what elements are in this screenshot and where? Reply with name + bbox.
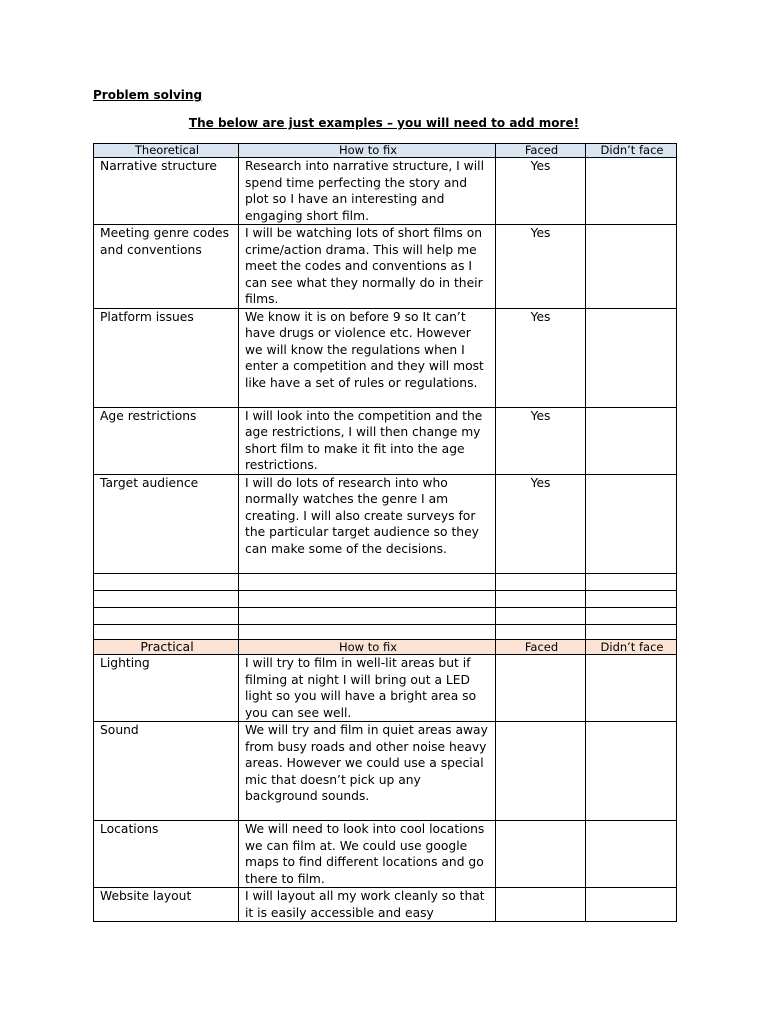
- issue-cell: Lighting: [94, 655, 239, 722]
- didnt-face-cell: [586, 308, 677, 407]
- didnt-face-cell: [586, 407, 677, 474]
- faced-cell: [496, 655, 586, 722]
- faced-cell: Yes: [496, 158, 586, 225]
- issue-cell: Sound: [94, 722, 239, 821]
- fix-cell: We know it is on before 9 so It can’t have drugs or violence etc. However we will know the regulations when I enter a competition and they will most like have a set of rules or regulations.: [239, 308, 496, 407]
- fix-cell: We will need to look into cool locations we can film at. We could use google maps to find different locations and go there to film.: [239, 821, 496, 888]
- didnt-face-cell: [586, 888, 677, 922]
- didnt-face-cell: [586, 821, 677, 888]
- didnt-face-cell: [586, 158, 677, 225]
- fix-cell: I will layout all my work cleanly so that it is easily accessible and easy: [239, 888, 496, 922]
- empty-cell: [586, 607, 677, 624]
- fix-cell: We will try and film in quiet areas away from busy roads and other noise heavy areas. However we could use a special mic that doesn’t pick up any background sounds.: [239, 722, 496, 821]
- empty-cell: [496, 607, 586, 624]
- theoretical-header-row: [94, 144, 677, 158]
- table-row: [94, 821, 677, 888]
- practical-header-row: [94, 640, 677, 655]
- col-header-didnt-face: Didn’t face: [586, 640, 677, 655]
- col-header-how-to-fix: How to fix: [239, 640, 496, 655]
- issue-cell: Locations: [94, 821, 239, 888]
- fix-cell: I will be watching lots of short films on crime/action drama. This will help me meet the codes and conventions as I can see what they normally do in their films.: [239, 225, 496, 309]
- blank-row: [94, 573, 677, 590]
- blank-row: [94, 590, 677, 607]
- didnt-face-cell: [586, 474, 677, 573]
- page-title: Problem solving: [93, 88, 203, 102]
- issue-cell: Website layout: [94, 888, 239, 922]
- practical-table: [93, 639, 677, 922]
- theoretical-table: [93, 143, 677, 642]
- empty-cell: [586, 590, 677, 607]
- faced-cell: [496, 888, 586, 922]
- faced-cell: Yes: [496, 308, 586, 407]
- table-row: [94, 722, 677, 821]
- didnt-face-cell: [586, 225, 677, 309]
- table-row: [94, 407, 677, 474]
- fix-cell: Research into narrative structure, I will spend time perfecting the story and plot so I have an interesting and engaging short film.: [239, 158, 496, 225]
- table-row: [94, 308, 677, 407]
- didnt-face-cell: [586, 655, 677, 722]
- blank-row: [94, 607, 677, 624]
- table-row: [94, 158, 677, 225]
- empty-cell: [239, 590, 496, 607]
- faced-cell: Yes: [496, 474, 586, 573]
- issue-cell: Age restrictions: [94, 407, 239, 474]
- col-header-how-to-fix: How to fix: [239, 144, 496, 158]
- fix-cell: I will do lots of research into who normally watches the genre I am creating. I will also create surveys for the particular target audience so they can make some of the decisions.: [239, 474, 496, 573]
- fix-cell: I will try to film in well-lit areas but if filming at night I will bring out a LED light so you will have a bright area so you can see well.: [239, 655, 496, 722]
- didnt-face-cell: [586, 722, 677, 821]
- empty-cell: [586, 573, 677, 590]
- page-subtitle: The below are just examples – you will need to add more!: [188, 116, 580, 130]
- empty-cell: [239, 607, 496, 624]
- col-header-didnt-face: Didn’t face: [586, 144, 677, 158]
- table-row: [94, 655, 677, 722]
- col-header-theoretical: Theoretical: [94, 144, 239, 158]
- fix-cell: I will look into the competition and the age restrictions, I will then change my short film to make it fit into the age restrictions.: [239, 407, 496, 474]
- issue-cell: Platform issues: [94, 308, 239, 407]
- issue-cell: Narrative structure: [94, 158, 239, 225]
- col-header-practical: Practical: [94, 640, 239, 655]
- faced-cell: [496, 821, 586, 888]
- table-row: [94, 474, 677, 573]
- issue-cell: Target audience: [94, 474, 239, 573]
- empty-cell: [94, 590, 239, 607]
- col-header-faced: Faced: [496, 144, 586, 158]
- table-row: [94, 225, 677, 309]
- faced-cell: [496, 722, 586, 821]
- faced-cell: Yes: [496, 225, 586, 309]
- empty-cell: [94, 573, 239, 590]
- empty-cell: [239, 573, 496, 590]
- empty-cell: [94, 607, 239, 624]
- faced-cell: Yes: [496, 407, 586, 474]
- empty-cell: [496, 590, 586, 607]
- issue-cell: Meeting genre codes and conventions: [94, 225, 239, 309]
- col-header-faced: Faced: [496, 640, 586, 655]
- empty-cell: [496, 573, 586, 590]
- table-row: [94, 888, 677, 922]
